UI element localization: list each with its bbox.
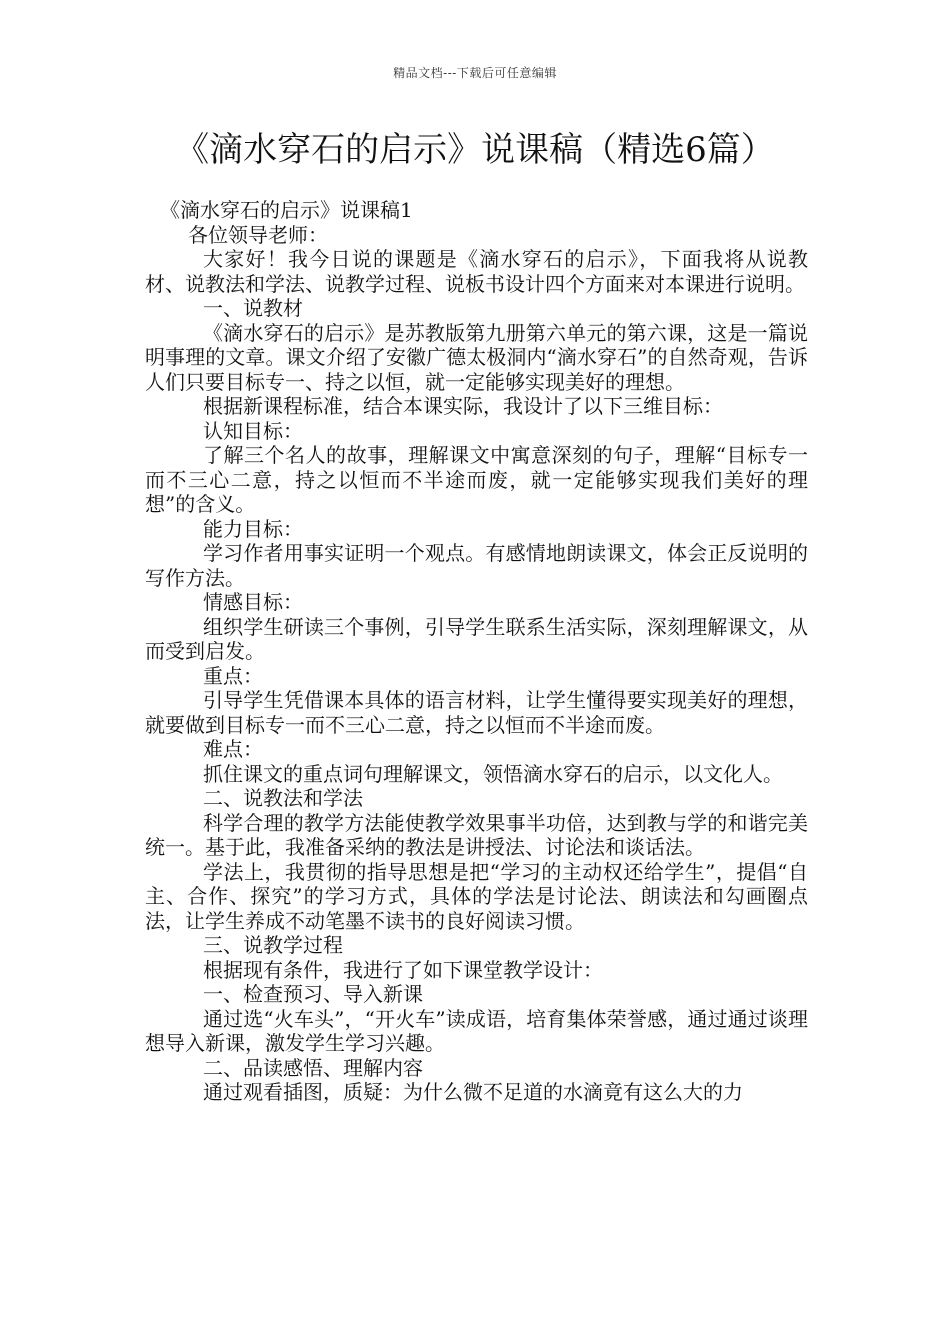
paragraph: 《滴水穿石的启示》是苏教版第九册第六单元的第六课，这是一篇说明事理的文章。课文介绍了安徽广德太极洞内“滴水穿石”的自然奇观，告诉人们只要目标专一、持之以恒，就一定能够实现美好的理想。 <box>145 320 808 394</box>
paragraph: 了解三个名人的故事，理解课文中寓意深刻的句子，理解“目标专一而不三心二意，持之以恒而不半途而废，就一定能够实现我们美好的理想”的含义。 <box>145 443 808 516</box>
label-line: 重点： <box>203 663 263 688</box>
paragraph: 通过观看插图，质疑：为什么微不足道的水滴竟有这么大的力 <box>203 1080 743 1104</box>
document-title: 《滴水穿石的启示》说课稿（精选6篇） <box>175 130 775 170</box>
paragraph: 根据现有条件，我进行了如下课堂教学设计： <box>203 957 603 982</box>
section-heading: 三、说教学过程 <box>203 933 343 957</box>
section-heading: 一、检查预习、导入新课 <box>203 982 423 1006</box>
section-subtitle: 《滴水穿石的启示》说课稿1 <box>160 198 413 222</box>
label-line: 情感目标： <box>203 590 303 614</box>
paragraph: 根据新课程标准，结合本课实际，我设计了以下三维目标： <box>203 394 723 418</box>
header-note: 精品文档---下载后可任意编辑 <box>393 66 557 80</box>
label-line: 难点： <box>203 737 263 761</box>
greeting-line: 各位领导老师： <box>188 222 328 247</box>
label-line: 认知目标： <box>203 418 303 443</box>
document-body <box>145 198 808 1105</box>
paragraph: 通过选“火车头”，“开火车”读成语，培育集体荣誉感，通过通过谈理想导入新课，激发学生学习兴趣。 <box>145 1006 808 1055</box>
section-heading: 一、说教材 <box>203 296 303 320</box>
label-line: 能力目标： <box>203 516 303 541</box>
paragraph: 大家好！我今日说的课题是《滴水穿石的启示》，下面我将从说教材、说教法和学法、说教学过程、说板书设计四个方面来对本课进行说明。 <box>145 247 808 296</box>
paragraph: 引导学生凭借课本具体的语言材料，让学生懂得要实现美好的理想，就要做到目标专一而不三心二意，持之以恒而不半途而废。 <box>145 688 808 737</box>
paragraph: 学法上，我贯彻的指导思想是把“学习的主动权还给学生”，提倡“自主、合作、探究”的学习方式，具体的学法是讨论法、朗读法和勾画圈点法，让学生养成不动笔墨不读书的良好阅读习惯。 <box>145 859 808 933</box>
paragraph: 学习作者用事实证明一个观点。有感情地朗读课文，体会正反说明的写作方法。 <box>145 541 808 590</box>
paragraph: 科学合理的教学方法能使教学效果事半功倍，达到教与学的和谐完美统一。基于此，我准备采纳的教法是讲授法、讨论法和谈话法。 <box>145 810 808 859</box>
paragraph: 抓住课文的重点词句理解课文，领悟滴水穿石的启示，以文化人。 <box>203 761 783 786</box>
paragraph: 组织学生研读三个事例，引导学生联系生活实际，深刻理解课文，从而受到启发。 <box>145 614 808 663</box>
section-heading: 二、说教法和学法 <box>203 786 363 810</box>
section-heading: 二、品读感悟、理解内容 <box>203 1055 423 1080</box>
